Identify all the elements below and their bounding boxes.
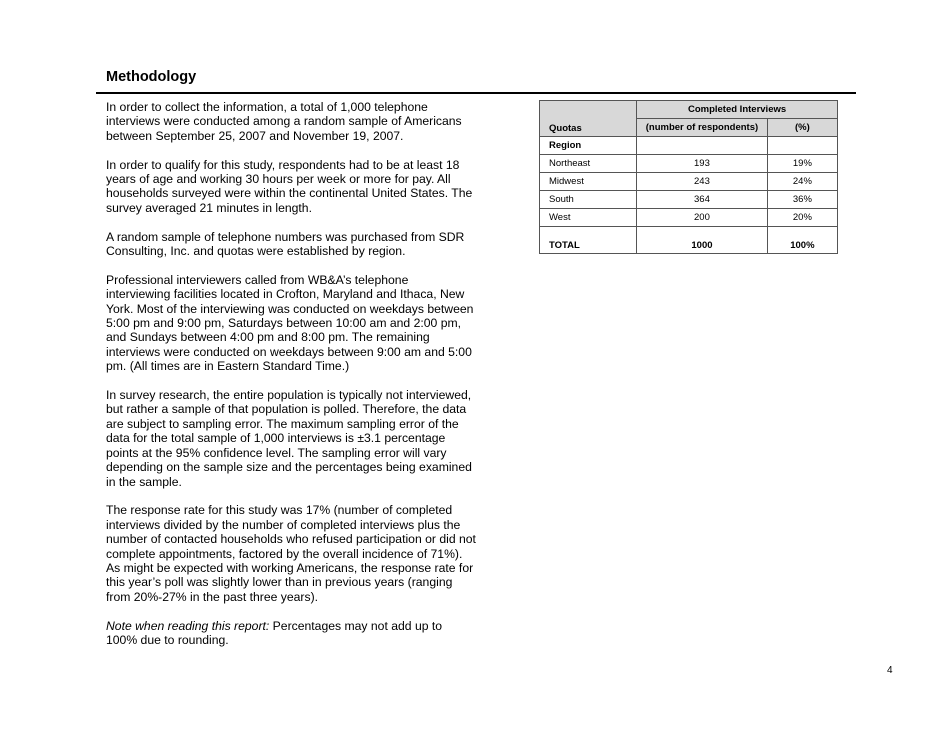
respondents-header: (number of respondents): [637, 119, 768, 137]
row-label: South: [540, 191, 637, 209]
row-count: 200: [637, 209, 768, 227]
page-title: Methodology: [106, 69, 197, 85]
note-label: Note when reading this report:: [106, 618, 270, 633]
row-count: 243: [637, 173, 768, 191]
row-percent: 24%: [767, 173, 837, 191]
row-label: West: [540, 209, 637, 227]
total-row: [540, 227, 838, 254]
region-label: Region: [540, 137, 637, 155]
paragraph-sample: In order to collect the information, a total of 1,000 telephone interviews were conducted among a random sample of Americans between September 25, 2007 and November 19, 2007.: [106, 100, 462, 143]
methodology-text: [106, 100, 476, 662]
row-label: Midwest: [540, 173, 637, 191]
completed-interviews-header: Completed Interviews: [637, 101, 838, 119]
row-count: 193: [637, 155, 768, 173]
row-label: Northeast: [540, 155, 637, 173]
title-divider: [96, 92, 856, 94]
table-row: [540, 173, 838, 191]
row-percent: 19%: [767, 155, 837, 173]
percent-header: (%): [767, 119, 837, 137]
table-header-row-1: [540, 101, 838, 119]
note-text: Percentages may not add up to 100% due to rounding.: [106, 618, 443, 647]
total-percent: 100%: [767, 227, 837, 254]
row-percent: 20%: [767, 209, 837, 227]
table-row: [540, 155, 838, 173]
page-number: 4: [887, 665, 893, 676]
quotas-header: Quotas: [540, 101, 637, 137]
table-row: [540, 191, 838, 209]
row-count: 364: [637, 191, 768, 209]
region-section-row: [540, 137, 838, 155]
paragraph-telephone-sample: A random sample of telephone numbers was purchased from SDR Consulting, Inc. and quotas were established by region.: [106, 229, 465, 259]
paragraph-sampling-error: In survey research, the entire population is typically not interviewed, but rather a sample of that population is polled. Therefore, the data are subject to sampling error. The maximum sampling error of the data for the total sample of 1,000 interviews is ±3.1 percentage points at the 95% confidence level. The sampling error will vary depending on the sample size and the percentages being examined in the sample.: [106, 388, 472, 489]
quota-table: [539, 100, 838, 254]
paragraph-qualification: In order to qualify for this study, respondents had to be at least 18 years of age and working 30 hours per week or more for pay. All households surveyed were within the continental United States. The survey averaged 21 minutes in length.: [106, 157, 473, 215]
total-label: TOTAL: [540, 227, 637, 254]
paragraph-interviewers: Professional interviewers called from WB&A’s telephone interviewing facilities located in Crofton, Maryland and Ithaca, New York. Most of the interviewing was conducted on weekdays between 5:00 pm and 9:00 pm, Saturdays between 10:00 am and 2:00 pm, and Sundays between 4:00 pm and 8:00 pm. The remaining interviews were conducted on weekdays between 9:00 am and 5:00 pm. (All times are in Eastern Standard Time.): [106, 272, 474, 374]
row-percent: 36%: [767, 191, 837, 209]
rounding-note: [106, 619, 476, 648]
paragraph-response-rate: The response rate for this study was 17% (number of completed interviews divided by the number of completed interviews plus the number of contacted households who refused participation or did not complete appointments, factored by the overall incidence of 71%). As might be expected with working Americans, the response rate for this year’s poll was slightly lower than in previous years (ranging from 20%-27% in the past three years).: [106, 503, 476, 604]
total-count: 1000: [637, 227, 768, 254]
table-row: [540, 209, 838, 227]
